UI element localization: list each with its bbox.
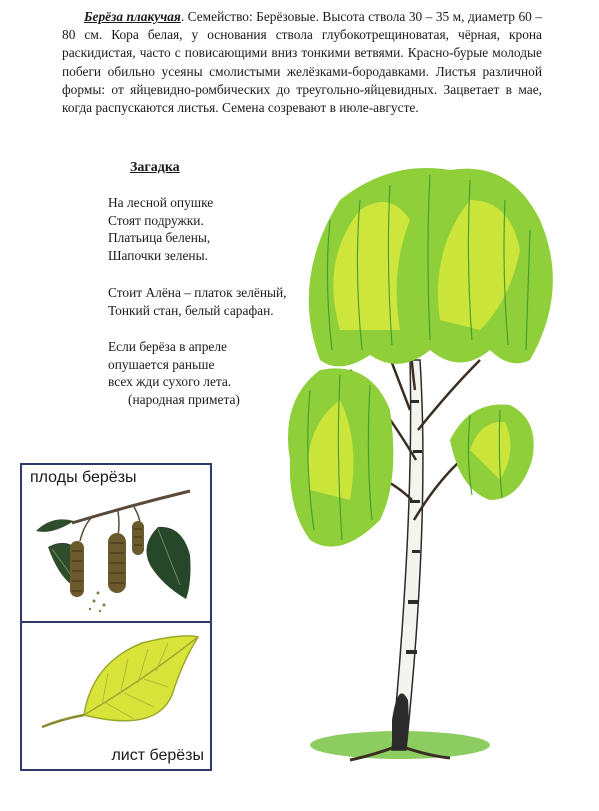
birch-fruits-illustration (22, 465, 210, 621)
birch-leaf-label: лист берёзы (111, 747, 204, 764)
species-description (62, 8, 542, 117)
birch-fruits-panel (20, 463, 212, 623)
riddle-line: Тонкий стан, белый сарафан. (108, 302, 274, 318)
folk-sign (108, 338, 240, 408)
riddle-line: На лесной опушке (108, 195, 214, 210)
folk-sign-line: опушается раньше (108, 356, 215, 372)
birch-leaf-panel (20, 623, 212, 771)
species-description-text: . Семейство: Берёзовые. Высота ствола 30 – 35 м, диаметр 60 – 80 см. Кора белая, у основания ствола глубокотрещиноватая, чёрная, крона раскидистая, часто с повисающими вниз тонкими ветвями. Красно-бурые молодые побеги обильно усеяны смолистыми желёзками-бородавками. Листья различной формы: от яйцевидно-ромбических до треугольно-яйцевидных. Зацветает в мае, когда распускаются листья. Семена созревают в июле-августе. (62, 9, 542, 116)
birch-leaf-illustration (22, 623, 210, 767)
riddle-line: Стоят подружки. (108, 212, 204, 228)
riddle-line: Стоит Алёна – платок зелёный, (108, 285, 287, 300)
folk-sign-line: всех жди сухого лета. (108, 374, 232, 389)
riddle-stanza-1 (108, 194, 213, 264)
birch-fruits-label: плоды берёзы (30, 469, 137, 486)
riddle-line: Платьица белены, (108, 230, 211, 245)
riddle-title: Загадка (130, 160, 180, 175)
folk-sign-line: Если берёза в апреле (108, 339, 227, 354)
species-name: Берёза плакучая (84, 9, 181, 24)
folk-sign-source: (народная примета) (128, 391, 240, 407)
weeping-birch-illustration (280, 160, 585, 775)
riddle-line: Шапочки зелены. (108, 247, 208, 263)
riddle-stanza-2 (108, 284, 287, 319)
